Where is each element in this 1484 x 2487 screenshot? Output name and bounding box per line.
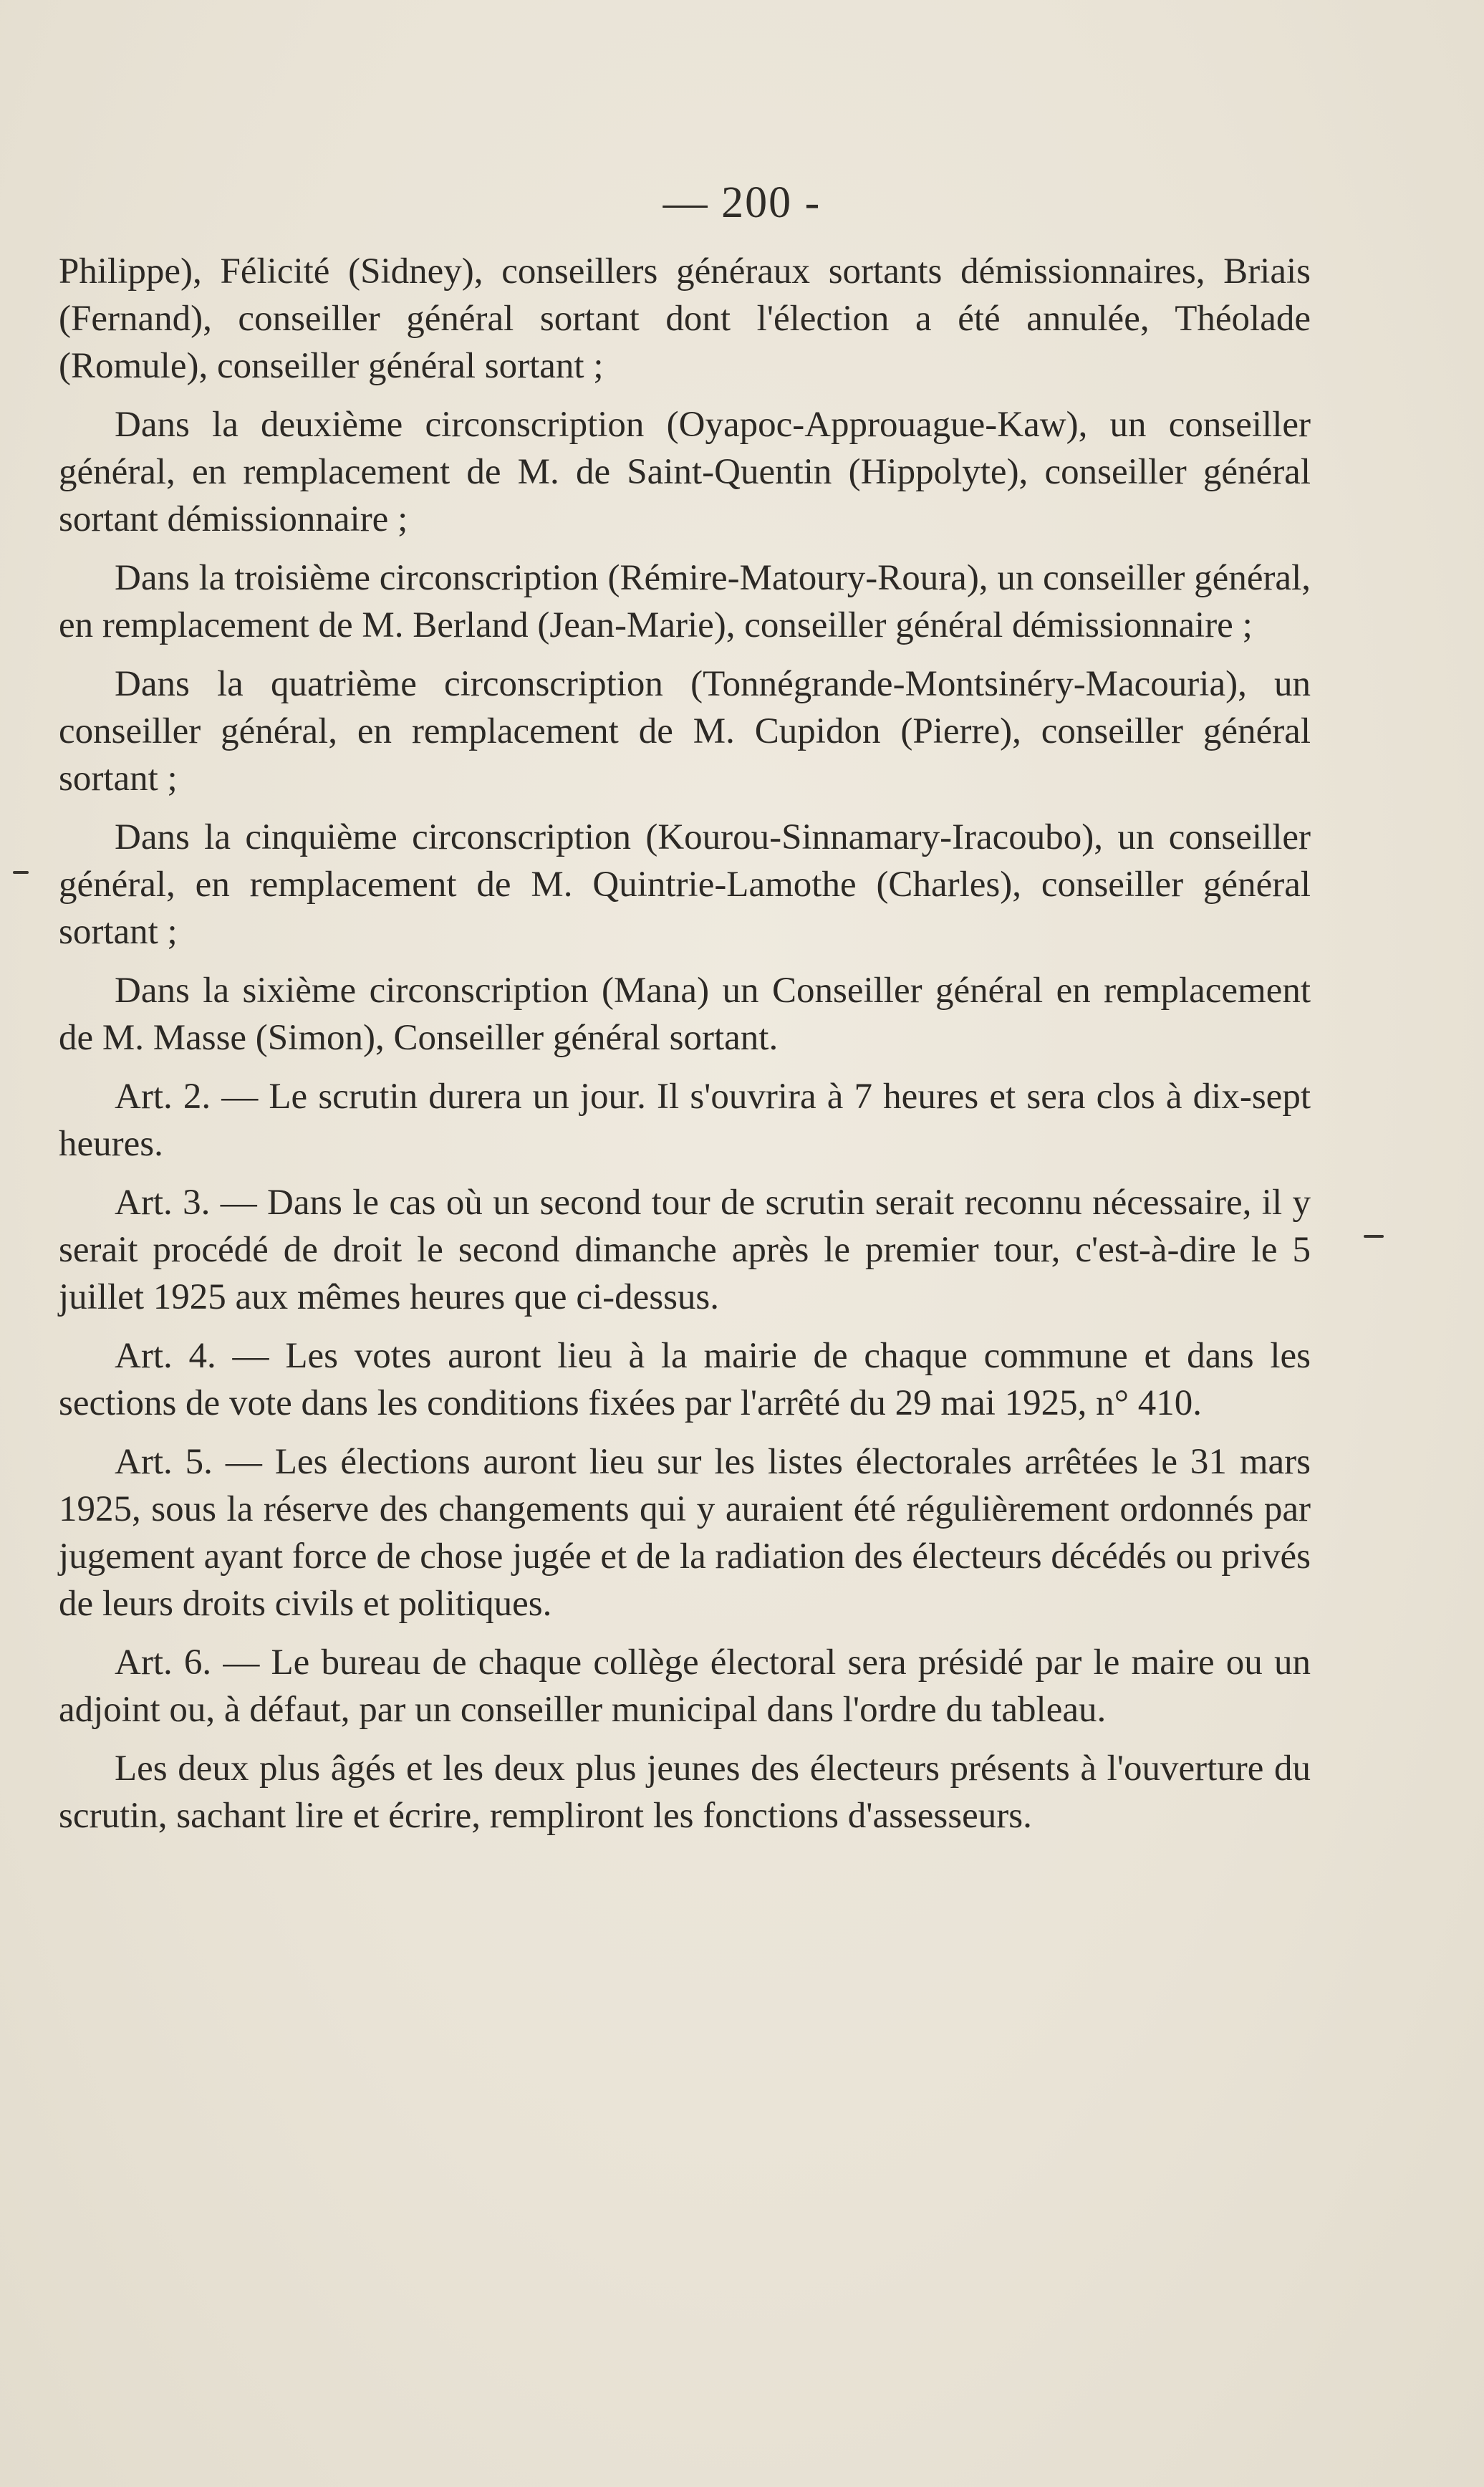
paragraph-circonscription-5: Dans la cinquième circonscription (Kourou-Sinnamary-Iracoubo), un conseiller général, en remplacement de M. Quintrie-Lamothe (Charles), conseiller général sortant ; bbox=[59, 817, 1311, 952]
paragraph-article-2: Art. 2. — Le scrutin durera un jour. Il s'ouvrira à 7 heures et sera clos à dix-sept heures. bbox=[59, 1077, 1311, 1164]
paragraph-circonscription-2: Dans la deuxième circonscription (Oyapoc-Approuague-Kaw), un conseiller général, en remplacement de M. de Saint-Quentin (Hippolyte), conseiller général sortant démissionnaire ; bbox=[59, 405, 1311, 539]
paragraph-article-6: Art. 6. — Le bureau de chaque collège électoral sera présidé par le maire ou un adjoint ou, à défaut, par un conseiller municipal dans l'ordre du tableau. bbox=[59, 1642, 1311, 1730]
margin-mark-right bbox=[1364, 1235, 1384, 1238]
margin-mark-left bbox=[13, 871, 29, 874]
paragraph-article-3: Art. 3. — Dans le cas où un second tour de scrutin serait reconnu nécessaire, il y serait procédé de droit le second dimanche après le premier tour, c'est-à-dire le 5 juillet 1925 aux mêmes heures que ci-dessus. bbox=[59, 1183, 1311, 1317]
paragraph-article-5: Art. 5. — Les élections auront lieu sur les listes électorales arrêtées le 31 mars 1925, sous la réserve des changements qui y auraient été régulièrement ordonnés par jugement ayant force de chose jugée et de la radiation des électeurs décédés ou privés de leurs droits civils et politiques. bbox=[59, 1442, 1311, 1624]
paragraph-circonscription-6: Dans la sixième circonscription (Mana) un Conseiller général en remplacement de M. Masse (Simon), Conseiller général sortant. bbox=[59, 971, 1311, 1058]
paragraph-assesseurs: Les deux plus âgés et les deux plus jeunes des électeurs présents à l'ouverture du scrutin, sachant lire et écrire, rempliront les fonctions d'assesseurs. bbox=[59, 1748, 1311, 1836]
paragraph-circonscription-4: Dans la quatrième circonscription (Tonnégrande-Montsinéry-Macouria), un conseiller général, en remplacement de M. Cupidon (Pierre), conseiller général sortant ; bbox=[59, 664, 1311, 799]
paragraph-article-4: Art. 4. — Les votes auront lieu à la mairie de chaque commune et dans les sections de vote dans les conditions fixées par l'arrêté du 29 mai 1925, n° 410. bbox=[59, 1336, 1311, 1423]
paragraph-circonscription-3: Dans la troisième circonscription (Rémire-Matoury-Roura), un conseiller général, en remplacement de M. Berland (Jean-Marie), conseiller général démissionnaire ; bbox=[59, 558, 1311, 645]
document-body bbox=[59, 248, 1311, 1851]
paragraph-continuation: Philippe), Félicité (Sidney), conseillers généraux sortants démissionnaires, Briais (Fernand), conseiller général sortant dont l'élection a été annulée, Théolade (Romule), conseiller général sortant ; bbox=[59, 251, 1311, 386]
page-number: — 200 - bbox=[662, 178, 822, 227]
